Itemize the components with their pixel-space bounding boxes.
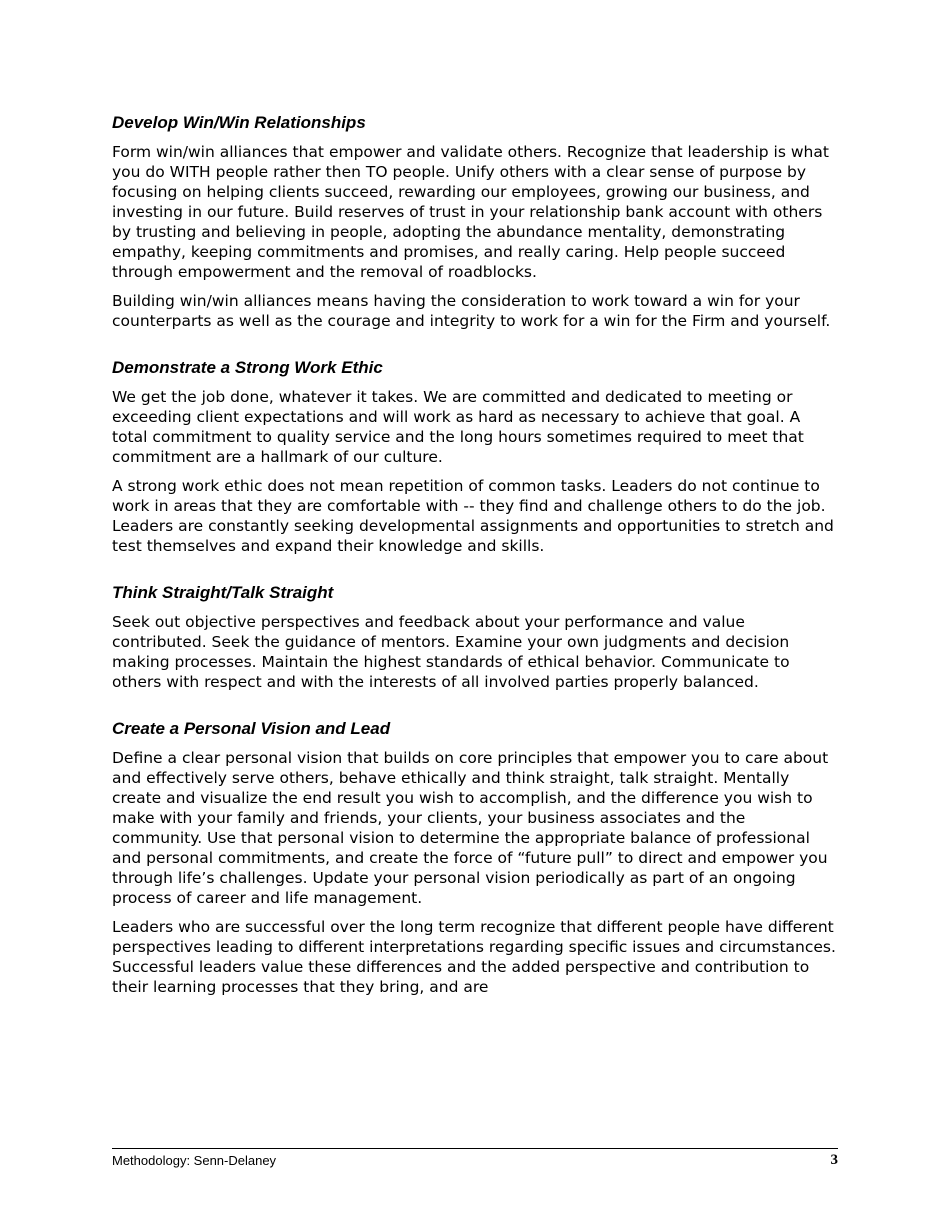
section-heading: Create a Personal Vision and Lead xyxy=(112,719,391,738)
footer-divider xyxy=(112,1148,838,1149)
section-personal-vision xyxy=(112,718,838,997)
section-paragraph: Leaders who are successful over the long term recognize that different people have different perspectives leading to different interpretations regarding specific issues and circumstances. Successful leaders value these differences and the added perspective and contribution to their learning processes that they bring, and are xyxy=(112,918,836,996)
document-body xyxy=(112,112,838,1023)
section-heading: Develop Win/Win Relationships xyxy=(112,113,366,132)
section-win-win xyxy=(112,112,838,331)
section-paragraph: Seek out objective perspectives and feedback about your performance and value contributed. Seek the guidance of mentors. Examine your own judgments and decision making processes. Maintain the highest standards of ethical behavior. Communicate to others with respect and with the interests of all involved parties properly balanced. xyxy=(112,613,790,691)
section-paragraph: A strong work ethic does not mean repetition of common tasks. Leaders do not continue to work in areas that they are comfortable with -- they find and challenge others to do the job. Leaders are constantly seeking developmental assignments and opportunities to stretch and test themselves and expand their knowledge and skills. xyxy=(112,477,834,555)
section-paragraph: We get the job done, whatever it takes. We are committed and dedicated to meeting or exceeding client expectations and will work as hard as necessary to achieve that goal. A total commitment to quality service and the long hours sometimes required to meet that commitment are a hallmark of our culture. xyxy=(112,388,804,466)
section-work-ethic xyxy=(112,357,838,556)
section-heading: Demonstrate a Strong Work Ethic xyxy=(112,358,383,377)
section-paragraph: Building win/win alliances means having the consideration to work toward a win for your counterparts as well as the courage and integrity to work for a win for the Firm and yourself. xyxy=(112,292,831,330)
section-paragraph: Form win/win alliances that empower and validate others. Recognize that leadership is what you do WITH people rather then TO people. Unify others with a clear sense of purpose by focusing on helping clients succeed, rewarding our employees, growing our business, and investing in our future. Build reserves of trust in your relationship bank account with others by trusting and believing in people, adopting the abundance mentality, demonstrating empathy, keeping commitments and promises, and really caring. Help people succeed through empowerment and the removal of roadblocks. xyxy=(112,143,829,281)
page-number: 3 xyxy=(830,1152,838,1168)
section-think-straight xyxy=(112,582,838,692)
section-heading: Think Straight/Talk Straight xyxy=(112,583,334,602)
footer-document-title: Methodology: Senn-Delaney xyxy=(112,1153,277,1168)
section-paragraph: Define a clear personal vision that builds on core principles that empower you to care about and effectively serve others, behave ethically and think straight, talk straight. Mentally create and visualize the end result you wish to accomplish, and the difference you wish to make with your family and friends, your clients, your business associates and the community. Use that personal vision to determine the appropriate balance of professional and personal commitments, and create the force of “future pull” to direct and empower you through life’s challenges. Update your personal vision periodically as part of an ongoing process of career and life management. xyxy=(112,749,829,907)
